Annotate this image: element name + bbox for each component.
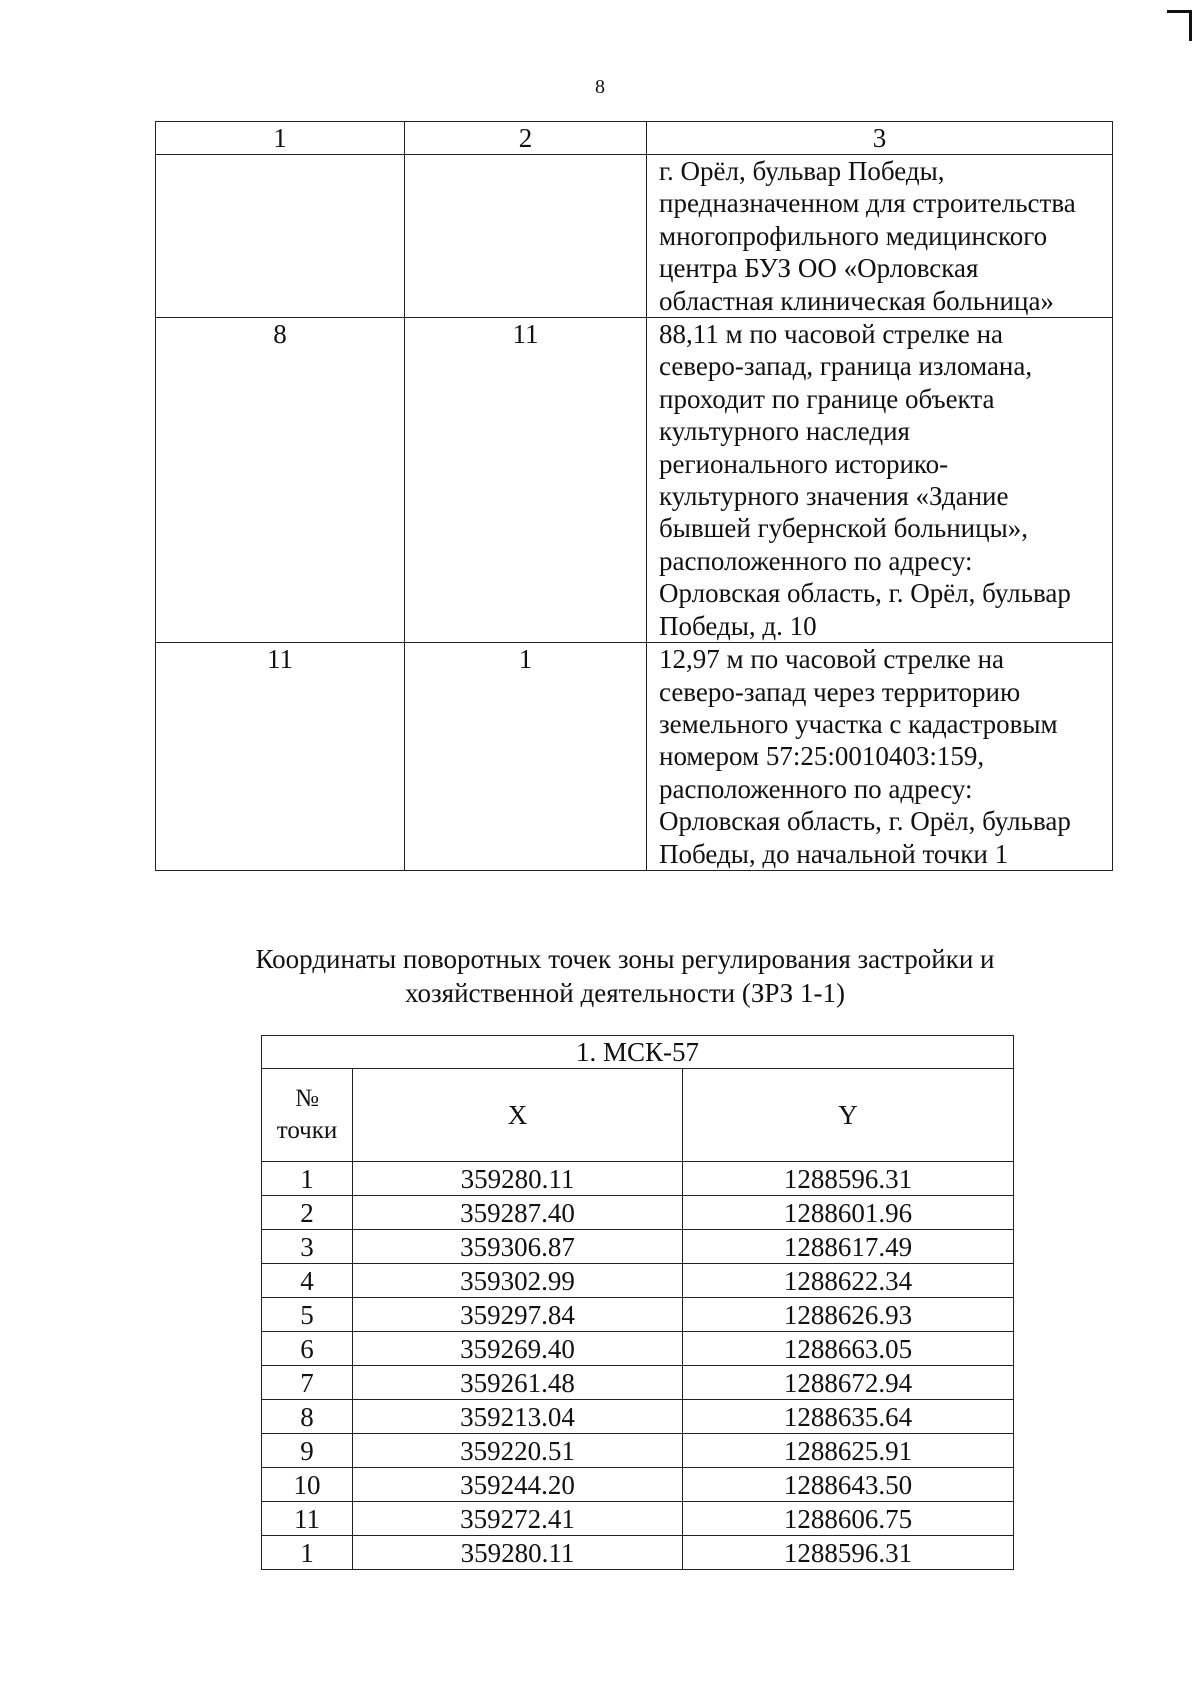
description-line: центра БУЗ ОО «Орловская [659, 253, 979, 284]
point-number-cell: 9 [262, 1434, 353, 1468]
description-line: регионального историко- [659, 448, 949, 479]
description-line: расположенного по адресу: [659, 773, 973, 804]
description-line: номером 57:25:0010403:159, [659, 741, 985, 772]
description-cell [647, 643, 1113, 871]
column-header-2: 2 [405, 122, 647, 155]
point-number-cell: 2 [262, 1196, 353, 1230]
boundary-description-table [155, 121, 1113, 871]
x-cell: 359213.04 [353, 1400, 683, 1434]
y-cell: 1288596.31 [683, 1536, 1014, 1570]
x-cell: 359261.48 [353, 1366, 683, 1400]
description-line: Орловская область, г. Орёл, бульвар [659, 578, 1071, 609]
description-cell [647, 155, 1113, 318]
section-title [150, 942, 1100, 1010]
table-row [262, 1434, 1014, 1468]
section-title-line: Координаты поворотных точек зоны регулирования застройки и [255, 944, 995, 974]
point-number-cell: 10 [262, 1468, 353, 1502]
point-number-cell: 7 [262, 1366, 353, 1400]
x-header: X [353, 1069, 683, 1162]
table-row [262, 1264, 1014, 1298]
section-title-line: хозяйственной деятельности (ЗРЗ 1-1) [405, 978, 845, 1008]
table-row [156, 318, 1113, 643]
description-line: Победы, до начальной точки 1 [659, 838, 1009, 869]
description-line: северо-запад, граница изломана, [659, 351, 1033, 382]
y-cell: 1288617.49 [683, 1230, 1014, 1264]
description-line: Победы, д. 10 [659, 610, 817, 641]
y-header: Y [683, 1069, 1014, 1162]
y-cell: 1288625.91 [683, 1434, 1014, 1468]
point-number-cell: 1 [262, 1162, 353, 1196]
point-number-header-line: точки [276, 1117, 338, 1144]
point-number-cell: 1 [262, 1536, 353, 1570]
x-cell: 359244.20 [353, 1468, 683, 1502]
point-number-cell: 11 [262, 1502, 353, 1536]
table-row [262, 1332, 1014, 1366]
x-cell: 359287.40 [353, 1196, 683, 1230]
table-header-row [156, 122, 1113, 155]
description-line: многопрофильного медицинского [659, 220, 1048, 251]
table-row [262, 1536, 1014, 1570]
description-line: северо-запад через территорию [659, 676, 1021, 707]
x-cell: 359297.84 [353, 1298, 683, 1332]
point-number-cell: 6 [262, 1332, 353, 1366]
x-cell: 359272.41 [353, 1502, 683, 1536]
from-point-cell: 8 [156, 318, 405, 643]
to-point-cell [405, 155, 647, 318]
table-row [262, 1196, 1014, 1230]
y-cell: 1288622.34 [683, 1264, 1014, 1298]
table-row [262, 1366, 1014, 1400]
point-number-header-line: № [295, 1085, 319, 1112]
point-number-header [262, 1069, 353, 1162]
point-number-cell: 4 [262, 1264, 353, 1298]
coordinate-system-caption: 1. МСК-57 [262, 1036, 1014, 1069]
table-row [262, 1502, 1014, 1536]
description-line: г. Орёл, бульвар Победы, [659, 156, 945, 186]
to-point-cell: 11 [405, 318, 647, 643]
y-cell: 1288601.96 [683, 1196, 1014, 1230]
page-number: 8 [595, 76, 605, 98]
table-row [156, 155, 1113, 318]
y-cell: 1288643.50 [683, 1468, 1014, 1502]
description-line: предназначенном для строительства [659, 188, 1076, 219]
x-cell: 359280.11 [353, 1162, 683, 1196]
column-header-1: 1 [156, 122, 405, 155]
y-cell: 1288672.94 [683, 1366, 1014, 1400]
table-row [262, 1162, 1014, 1196]
y-cell: 1288626.93 [683, 1298, 1014, 1332]
corner-mark [1167, 10, 1192, 41]
x-cell: 359269.40 [353, 1332, 683, 1366]
column-header-3: 3 [647, 122, 1113, 155]
description-line: Орловская область, г. Орёл, бульвар [659, 806, 1071, 837]
description-line: культурного наследия [659, 416, 910, 447]
description-line: 12,97 м по часовой стрелке на [659, 644, 1005, 675]
table-row [262, 1230, 1014, 1264]
description-line: 88,11 м по часовой стрелке на [659, 319, 1004, 350]
table-row [156, 643, 1113, 871]
y-cell: 1288606.75 [683, 1502, 1014, 1536]
coordinates-table [261, 1035, 1014, 1570]
coordinates-header-row [262, 1069, 1014, 1162]
description-line: расположенного по адресу: [659, 545, 973, 576]
point-number-cell: 3 [262, 1230, 353, 1264]
coordinate-system-row [262, 1036, 1014, 1069]
to-point-cell: 1 [405, 643, 647, 871]
description-line: земельного участка с кадастровым [659, 708, 1058, 739]
description-line: областная клиническая больница» [659, 285, 1054, 316]
x-cell: 359280.11 [353, 1536, 683, 1570]
description-cell [647, 318, 1113, 643]
from-point-cell [156, 155, 405, 318]
x-cell: 359302.99 [353, 1264, 683, 1298]
description-line: бывшей губернской больницы», [659, 513, 1028, 544]
point-number-cell: 5 [262, 1298, 353, 1332]
from-point-cell: 11 [156, 643, 405, 871]
table-row [262, 1400, 1014, 1434]
x-cell: 359220.51 [353, 1434, 683, 1468]
y-cell: 1288635.64 [683, 1400, 1014, 1434]
description-line: культурного значения «Здание [659, 481, 1009, 512]
table-row [262, 1298, 1014, 1332]
table-row [262, 1468, 1014, 1502]
y-cell: 1288663.05 [683, 1332, 1014, 1366]
point-number-cell: 8 [262, 1400, 353, 1434]
x-cell: 359306.87 [353, 1230, 683, 1264]
y-cell: 1288596.31 [683, 1162, 1014, 1196]
description-line: проходит по границе объекта [659, 383, 995, 414]
